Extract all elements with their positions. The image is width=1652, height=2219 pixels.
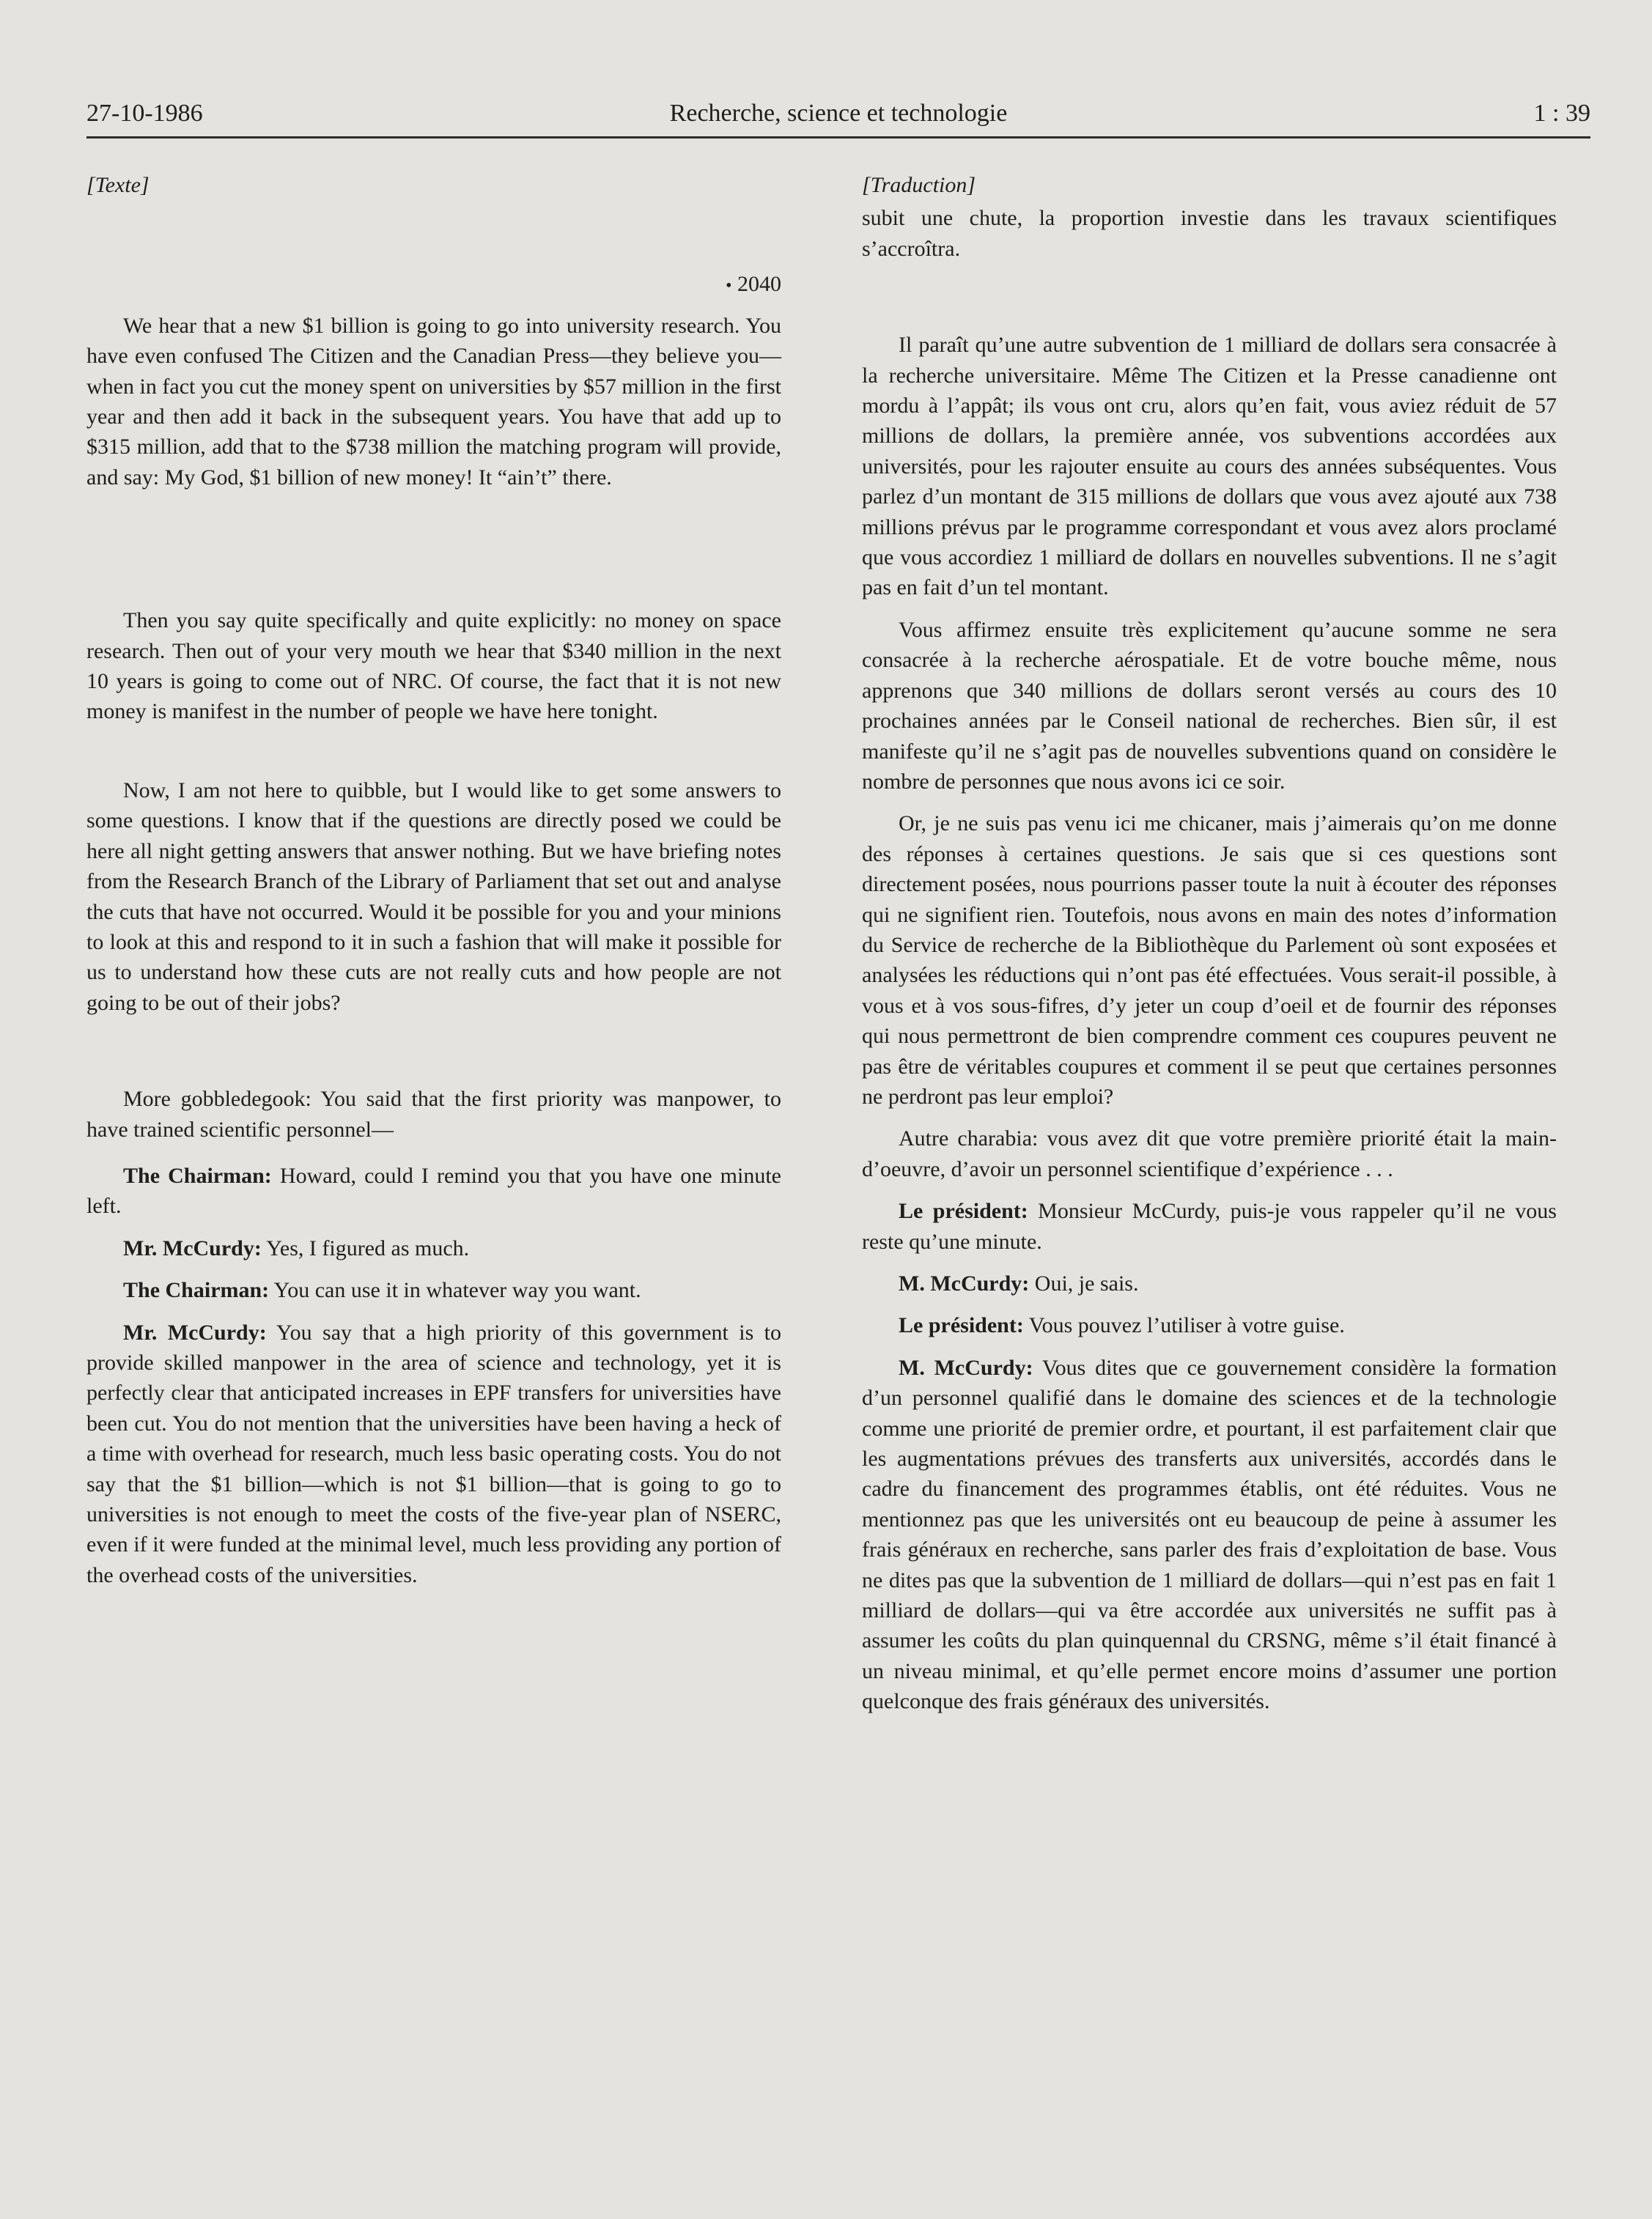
exchange	[86, 1233, 781, 1263]
speaker-name: M. McCurdy:	[899, 1355, 1033, 1380]
speech-text: You can use it in whatever way you want.	[269, 1278, 641, 1303]
english-column	[86, 170, 781, 1590]
exchange	[86, 1161, 781, 1222]
speaker-name: Mr. McCurdy:	[123, 1320, 267, 1345]
speaker-name: Le président:	[899, 1199, 1028, 1224]
exchange	[862, 1310, 1557, 1340]
exchange	[862, 1196, 1557, 1257]
running-header	[86, 92, 1590, 139]
exchange	[862, 1353, 1557, 1717]
paragraph: Or, je ne suis pas venu ici me chicaner, mais j’aimerais qu’on me donne des réponses à certaines questions. Je sais que si ces questions sont directement posées, nous pourrions passer toute la nuit à écouter des réponses qui ne signifient rien. Toutefois, nous avons en main des notes d’information du Service de recherche de la Bibliothèque du Parlement où sont exposées et analysées les réductions qui n’ont pas été effectuées. Vous serait-il possible, à vous et à vos sous-fifres, d’y jeter un coup d’oeil et de fournir des réponses qui nous permettront de bien comprendre comment ces coupures peuvent ne pas être de véritables coupures et comment il se peut que certaines personnes ne perdront pas leur emploi?	[862, 811, 1557, 1109]
speech-text: Vous dites que ce gouvernement considère la formation d’un personnel qualifié dans le domaine des sciences et de la technologie comme une priorité de premier ordre, et pourtant, il est parfaitement clair que les augmentations prévues des transferts aux universités, accordés dans le cadre du financement des programmes établis, ont été réduites. Vous ne mentionnez pas que les universités ont eu beaucoup de peine à assumer les frais généraux en recherche, sans parler des frais d’exploitation de base. Vous ne dites pas que la subvention de 1 milliard de dollars—qui n’est pas en fait 1 milliard de dollars—qui va être accordée aux universités ne suffit pas à assumer les coûts du plan quinquennal du CRSNG, même s’il était financé à un niveau minimal, et qu’elle permet encore moins d’assumer une portion quelconque des frais généraux des universités.	[862, 1355, 1557, 1714]
paragraph: Il paraît qu’une autre subvention de 1 milliard de dollars sera consacrée à la recherche universitaire. Même The Citizen et la Presse canadienne ont mordu à l’appât; ils vous ont cru, alors qu’en fait, vous aviez réduit de 57 millions de dollars, la première année, vos subventions accordées aux universités, pour les rajouter ensuite au cours des années subséquentes. Vous parlez d’un montant de 315 millions de dollars que vous avez ajouté aux 738 millions prévus par le programme correspondant et vous avez alors proclamé que vous accordiez 1 milliard de dollars en nouvelles subventions. Il ne s’agit pas en fait d’un tel montant.	[862, 333, 1557, 600]
paragraph: We hear that a new $1 billion is going to go into university research. You have even confused The Citizen and the Canadian Press—they believe you—when in fact you cut the money spent on universities by $57 million in the first year and then add it back in the subsequent years. You have that add up to $315 million, add that to the $738 million the matching program will provide, and say: My God, $1 billion of new money! It “ain’t” there.	[86, 313, 781, 490]
speaker-name: M. McCurdy:	[899, 1271, 1030, 1296]
header-page-number: 1 : 39	[1533, 100, 1590, 127]
header-title: Recherche, science et technologie	[669, 100, 1008, 127]
paragraph: Then you say quite specifically and quite explicitly: no money on space research. Then out of your very mouth we hear that $340 million in the next 10 years is going to come out of NRC. Of course, the fact that it is not new money is manifest in the number of people we have here tonight.	[86, 608, 781, 724]
paragraph: subit une chute, la proportion investie dans les travaux scientifiques s’accroîtra.	[862, 206, 1557, 261]
exchange	[86, 1318, 781, 1591]
header-date: 27-10-1986	[86, 100, 203, 127]
speech-text: Yes, I figured as much.	[261, 1236, 470, 1260]
paragraph: Autre charabia: vous avez dit que votre première priorité était la main-d’oeuvre, d’avoir un personnel scientifique d’expérience . . .	[862, 1126, 1557, 1181]
paragraph: More gobbledegook: You said that the first priority was manpower, to have trained scientific personnel—	[86, 1087, 781, 1142]
speaker-name: The Chairman:	[123, 1163, 272, 1188]
speech-text: Oui, je sais.	[1029, 1271, 1139, 1296]
exchange	[862, 1269, 1557, 1299]
time-marker-number: 2040	[737, 272, 781, 297]
speaker-name: Le président:	[899, 1313, 1024, 1338]
exchange	[86, 1275, 781, 1305]
speaker-name: The Chairman:	[123, 1278, 270, 1303]
bullet-icon: •	[726, 276, 732, 296]
speech-text: Vous pouvez l’utiliser à votre guise.	[1023, 1313, 1345, 1338]
speech-text: Howard, could I remind you that you have one minute left.	[86, 1163, 781, 1219]
speech-text: Monsieur McCurdy, puis-je vous rappeler qu’il ne vous reste qu’une minute.	[862, 1199, 1557, 1254]
time-marker	[86, 269, 781, 301]
paragraph: Now, I am not here to quibble, but I would like to get some answers to some questions. I know that if the questions are directly posed we could be here all night getting answers that answer nothing. But we have briefing notes from the Research Branch of the Library of Parliament that set out and analyse the cuts that have not occurred. Would it be possible for you and your minions to look at this and respond to it in such a fashion that will make it possible for us to understand how these cuts are not really cuts and how people are not going to be out of their jobs?	[86, 778, 781, 1015]
paragraph: Vous affirmez ensuite très explicitement qu’aucune somme ne sera consacrée à la recherche aérospatiale. Et de votre bouche même, nous apprenons que 340 millions de dollars seront versés au cours des 10 prochaines années par le Conseil national de recherches. Bien sûr, il est manifeste qu’il ne s’agit pas de nouvelles subventions quand on considère le nombre de personnes que nous avons ici ce soir.	[862, 617, 1557, 794]
french-column	[862, 170, 1557, 1717]
text-label: [Texte]	[86, 173, 150, 197]
speaker-name: Mr. McCurdy:	[123, 1236, 262, 1260]
speech-text: You say that a high priority of this government is to provide skilled manpower in the area of science and technology, yet it is perfectly clear that anticipated increases in EPF transfers for universities have been cut. You do not mention that the universities have been having a heck of a time with overhead for research, much less basic operating costs. You do not say that the $1 billion—which is not $1 billion—that is going to go to universities is not enough to meet the costs of the five-year plan of NSERC, even if it were funded at the minimal level, much less providing any portion of the overhead costs of the universities.	[86, 1320, 781, 1587]
translation-label: [Traduction]	[862, 173, 976, 197]
